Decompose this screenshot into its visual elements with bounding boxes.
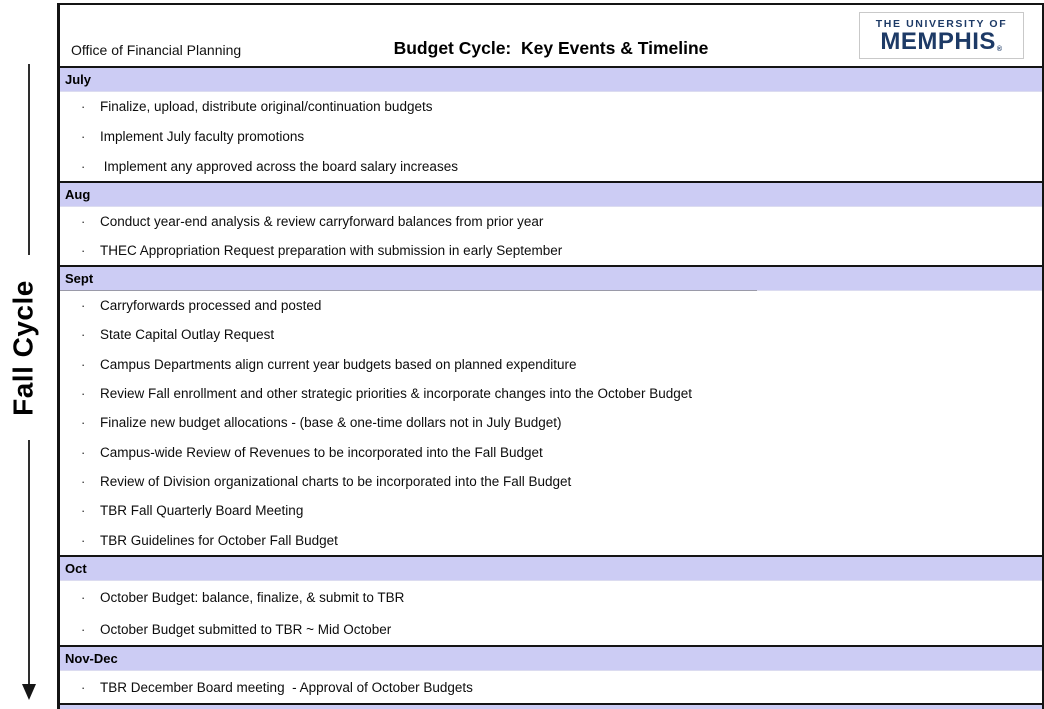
month-header-sept	[60, 265, 1042, 291]
logo-line2	[880, 27, 1003, 55]
bullet-dot: ·	[81, 356, 86, 372]
logo-line1: THE UNIVERSITY OF	[875, 17, 1008, 30]
list-item	[60, 159, 1042, 174]
list-item	[60, 214, 1042, 229]
down-arrowhead-icon	[22, 684, 36, 700]
item-text: TBR Fall Quarterly Board Meeting	[100, 503, 304, 519]
list-item	[60, 415, 1042, 430]
month-header-oct	[60, 555, 1042, 581]
registered-trademark-icon: ®	[996, 45, 1003, 53]
list-item	[60, 622, 1042, 637]
list-item	[60, 386, 1042, 401]
month-items-july	[60, 92, 1042, 181]
item-text: Review of Division organizational charts to be incorporated into the Fall Budget	[100, 474, 572, 490]
item-text: Conduct year-end analysis & review carryforward balances from prior year	[100, 214, 544, 229]
list-item	[60, 99, 1042, 114]
item-text: TBR Guidelines for October Fall Budget	[100, 532, 338, 548]
month-items-oct	[60, 581, 1042, 645]
list-item	[60, 474, 1042, 489]
month-items-aug	[60, 207, 1042, 265]
table-header-row	[60, 5, 1042, 66]
item-text: October Budget: balance, finalize, & submit to TBR	[100, 589, 405, 605]
bullet-dot: ·	[81, 99, 86, 115]
fall-cycle-line-upper	[28, 64, 30, 255]
item-text: Campus Departments align current year budgets based on planned expenditure	[100, 356, 577, 372]
university-of-memphis-logo	[859, 12, 1024, 59]
page-title: Budget Cycle: Key Events & Timeline	[393, 38, 709, 58]
bullet-dot: ·	[81, 128, 86, 144]
list-item	[60, 129, 1042, 144]
list-item	[60, 327, 1042, 342]
logo-wordmark: MEMPHIS	[880, 27, 996, 55]
next-month-band-cutoff	[60, 703, 1042, 709]
list-item	[60, 503, 1042, 518]
list-item	[60, 243, 1042, 258]
month-label: Aug	[65, 187, 91, 202]
item-text: Implement any approved across the board salary increases	[100, 158, 458, 174]
list-item	[60, 357, 1042, 372]
item-text: October Budget submitted to TBR ~ Mid October	[100, 621, 392, 637]
item-text: Finalize, upload, distribute original/continuation budgets	[100, 99, 433, 115]
list-item	[60, 680, 1042, 695]
partial-cell-divider	[60, 290, 757, 291]
bullet-dot: ·	[81, 503, 86, 519]
month-items-nov-dec	[60, 671, 1042, 703]
bullet-dot: ·	[81, 298, 86, 314]
item-text: TBR December Board meeting - Approval of October Budgets	[100, 679, 473, 695]
bullet-dot: ·	[81, 214, 86, 229]
month-items-sept	[60, 291, 1042, 555]
month-label: Oct	[65, 561, 87, 576]
list-item	[60, 590, 1042, 605]
fall-cycle-line-lower	[28, 440, 30, 684]
item-text: Review Fall enrollment and other strategic priorities & incorporate changes into the October Budget	[100, 386, 693, 402]
department-name: Office of Financial Planning	[71, 42, 242, 58]
bullet-dot: ·	[81, 444, 86, 460]
item-text: Carryforwards processed and posted	[100, 298, 322, 314]
bullet-dot: ·	[81, 532, 86, 548]
item-text: Implement July faculty promotions	[100, 128, 305, 144]
list-item	[60, 298, 1042, 313]
list-item	[60, 445, 1042, 460]
month-label: Nov-Dec	[65, 651, 118, 666]
month-label: July	[65, 72, 92, 87]
bullet-dot: ·	[81, 474, 86, 490]
item-text: Finalize new budget allocations - (base & one-time dollars not in July Budget)	[100, 415, 562, 431]
bullet-dot: ·	[81, 327, 86, 343]
bullet-dot: ·	[81, 415, 86, 431]
bullet-dot: ·	[81, 386, 86, 402]
bullet-dot: ·	[81, 679, 86, 695]
list-item	[60, 533, 1042, 548]
item-text: Campus-wide Review of Revenues to be incorporated into the Fall Budget	[100, 444, 543, 460]
bullet-dot: ·	[81, 158, 86, 174]
bullet-dot: ·	[81, 621, 86, 637]
month-label: Sept	[65, 271, 94, 286]
month-header-nov-dec	[60, 645, 1042, 671]
bullet-dot: ·	[81, 243, 86, 258]
month-header-july	[60, 66, 1042, 92]
budget-cycle-table	[57, 3, 1044, 709]
month-header-aug	[60, 181, 1042, 207]
item-text: THEC Appropriation Request preparation with submission in early September	[100, 243, 563, 258]
bullet-dot: ·	[81, 589, 86, 605]
item-text: State Capital Outlay Request	[100, 327, 275, 343]
fall-cycle-label: Fall Cycle	[7, 280, 39, 416]
